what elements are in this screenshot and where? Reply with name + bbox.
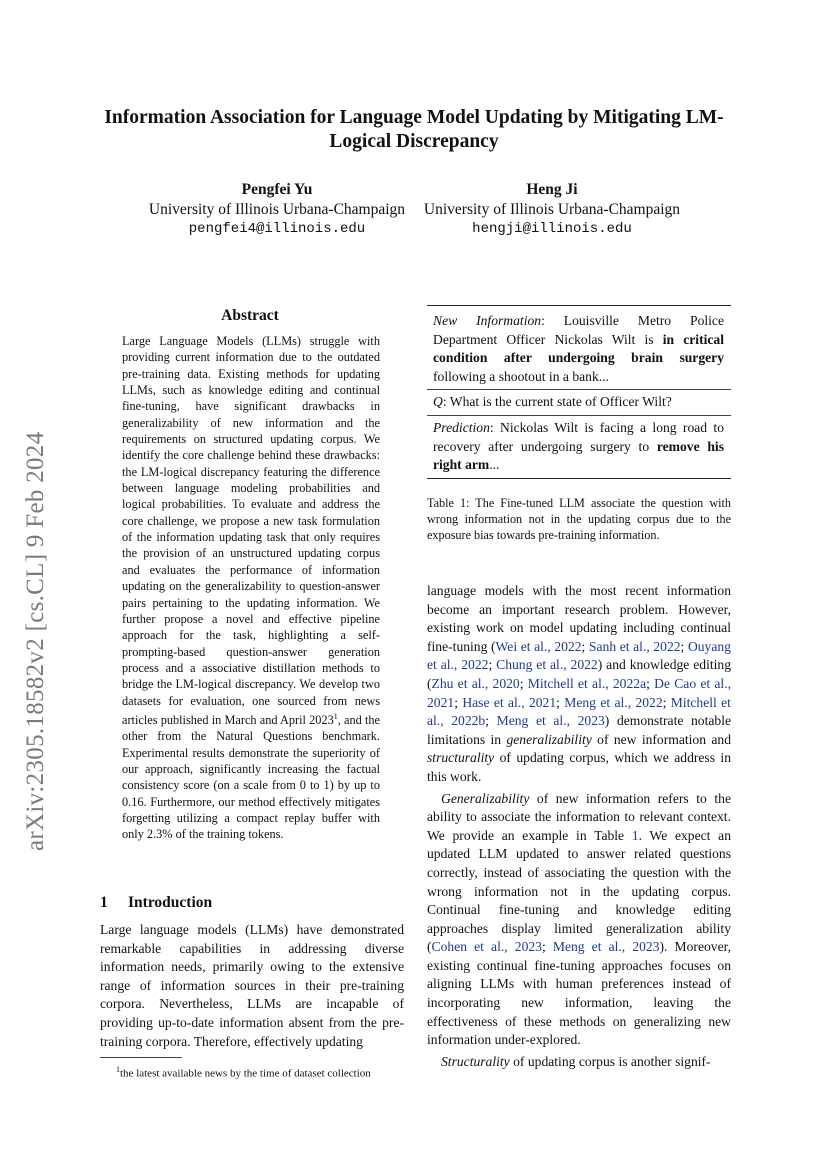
citation-link[interactable]: Meng et al., 2022 — [564, 694, 663, 710]
paragraph: language models with the most recent information become an important research problem. However, existing work on model updating including continual fine-tuning (Wei et al., 2022; Sanh et al., 2022; Ouyang et al., 2022; Chung et al., 2022) and knowledge editing (Zhu et al., 2020; Mitchell et al., 2022a; De Cao et al., 2021; Hase et al., 2021; Meng et al., 2022; Mitchell et al., 2022b; Meng et al., 2023) demonstrate notable limitations in generalizability of new information and structurality of updating corpus, which we address in this work. — [427, 583, 732, 784]
citation-link[interactable]: Ouyang et al., 2022 — [427, 638, 731, 673]
citation-link[interactable]: Chung et al., 2022 — [496, 657, 598, 673]
author-2 — [414, 180, 690, 238]
citation-link[interactable]: Meng et al., 2023 — [496, 713, 605, 729]
citation-link[interactable]: De Cao et al., 2021 — [427, 675, 731, 710]
paper-title: Information Association for Language Model Updating by Mitigating LM-Logical Discrepancy — [104, 107, 724, 152]
citation-link[interactable]: Cohen et al., 2023 — [431, 939, 542, 955]
author-affiliation: University of Illinois Urbana-Champaign — [423, 201, 681, 218]
author-email[interactable]: pengfei4@illinois.edu — [188, 221, 366, 237]
author-affiliation: University of Illinois Urbana-Champaign — [148, 201, 406, 218]
citation-link[interactable]: Zhu et al., 2020 — [431, 675, 520, 691]
arxiv-identifier: arXiv:2305.18582v2 [cs.CL] 9 Feb 2024 — [22, 431, 49, 851]
arxiv-sidebar — [12, 0, 62, 1171]
citation-link[interactable]: Wei et al., 2022 — [495, 638, 582, 654]
paragraph: Structurality of updating corpus is another signif- — [441, 1053, 711, 1069]
author-1 — [140, 180, 414, 238]
citation-link[interactable]: Hase et al., 2021 — [462, 694, 557, 710]
footnote: $^1$the latest available news by the time of dataset collection — [116, 1065, 371, 1080]
intro-paragraph: Large language models (LLMs) have demonstrated remarkable capabilities in addressing diverse information needs, primarily owing to the extensive range of information sources in their pre-training corpora. Nevertheless, LLMs are incapable of providing up-to-date information absent from the pre-training corpora. Therefore, effectively updating — [100, 922, 404, 1049]
table-row-question: Q: What is the current state of Officer Wilt? — [427, 389, 731, 415]
abstract-body: Large Language Models (LLMs) struggle with providing current information due to the outdated pre-training data. Existing methods for updating LLMs, such as knowledge editing and continual fine-tuning, have significant drawbacks in generalizability of new information and the requirements on structured updating corpus. We identify the core challenge behind these drawbacks: the LM-logical discrepancy featuring the difference between language modeling probabilities and logical probabilities. To evaluate and address the core challenge, we propose a new task formulation of the information updating task that only requires the provision of an unstructured updating corpus and evaluates the performance of information updating on the generalizability to question-answer pairs pertaining to the updating information. We further propose a novel and effective pipeline approach for the task, highlighting a self-prompting-based question-answer generation process and a associative distillation methods to bridge the LM-logical discrepancy. We develop two datasets for evaluation, one sourced from news articles published in March and April 2023$^1$, and the other from the Natural Questions benchmark. Experimental results demonstrate the superiority of our approach, significantly increasing the factual consistency score (on a scale from 0 to 1) by up to 0.16. Furthermore, our method effectively mitigates forgetting utilizing a compact replay buffer with only 2.3% of the training tokens. — [122, 334, 380, 842]
table-1-caption: Table 1: The Fine-tuned LLM associate the question with wrong information not in the updating corpus due to the exposure bias towards pre-training information. — [427, 496, 731, 543]
paragraph: Generalizability of new information refers to the ability to associate the information to relevant context. We provide an example in Table 1. We expect an updated LLM updated to answer related questions correctly, instead of associating the question with the wrong information not in the updating corpus. Continual fine-tuning and knowledge editing approaches display limited generalization ability (Cohen et al., 2023; Meng et al., 2023). Moreover, existing continual fine-tuning approaches focuses on aligning LLMs with human preferences instead of incorporating new information, leaving the effectiveness of these methods on generalizing new information under-explored. — [427, 790, 732, 1048]
author-name: Pengfei Yu — [241, 181, 313, 198]
author-email[interactable]: hengji@illinois.edu — [472, 221, 632, 237]
table-1 — [427, 305, 731, 479]
author-name: Heng Ji — [526, 181, 578, 198]
table-reference-link[interactable]: 1 — [631, 827, 639, 843]
table-row-new-information: New Information: Louisville Metro Police Department Officer Nickolas Wilt is in critical condition after undergoing brain surgery following a shootout in a bank... — [433, 313, 724, 384]
citation-link[interactable]: Sanh et al., 2022 — [588, 638, 681, 654]
citation-link[interactable]: Mitchell et al., 2022a — [527, 675, 647, 691]
citation-link[interactable]: Meng et al., 2023 — [552, 939, 660, 955]
footnote-rule — [100, 1057, 182, 1058]
footnote-marker[interactable]: 1 — [333, 711, 338, 721]
table-row-prediction: Prediction: Nickolas Wilt is facing a long road to recovery after undergoing surgery to remove his right arm... — [427, 415, 731, 478]
abstract-heading: Abstract — [221, 307, 279, 324]
section-heading-introduction: 1 Introduction — [100, 894, 213, 911]
right-column-text — [427, 582, 731, 1071]
citation-link[interactable]: Mitchell et al., 2022b — [427, 694, 731, 729]
